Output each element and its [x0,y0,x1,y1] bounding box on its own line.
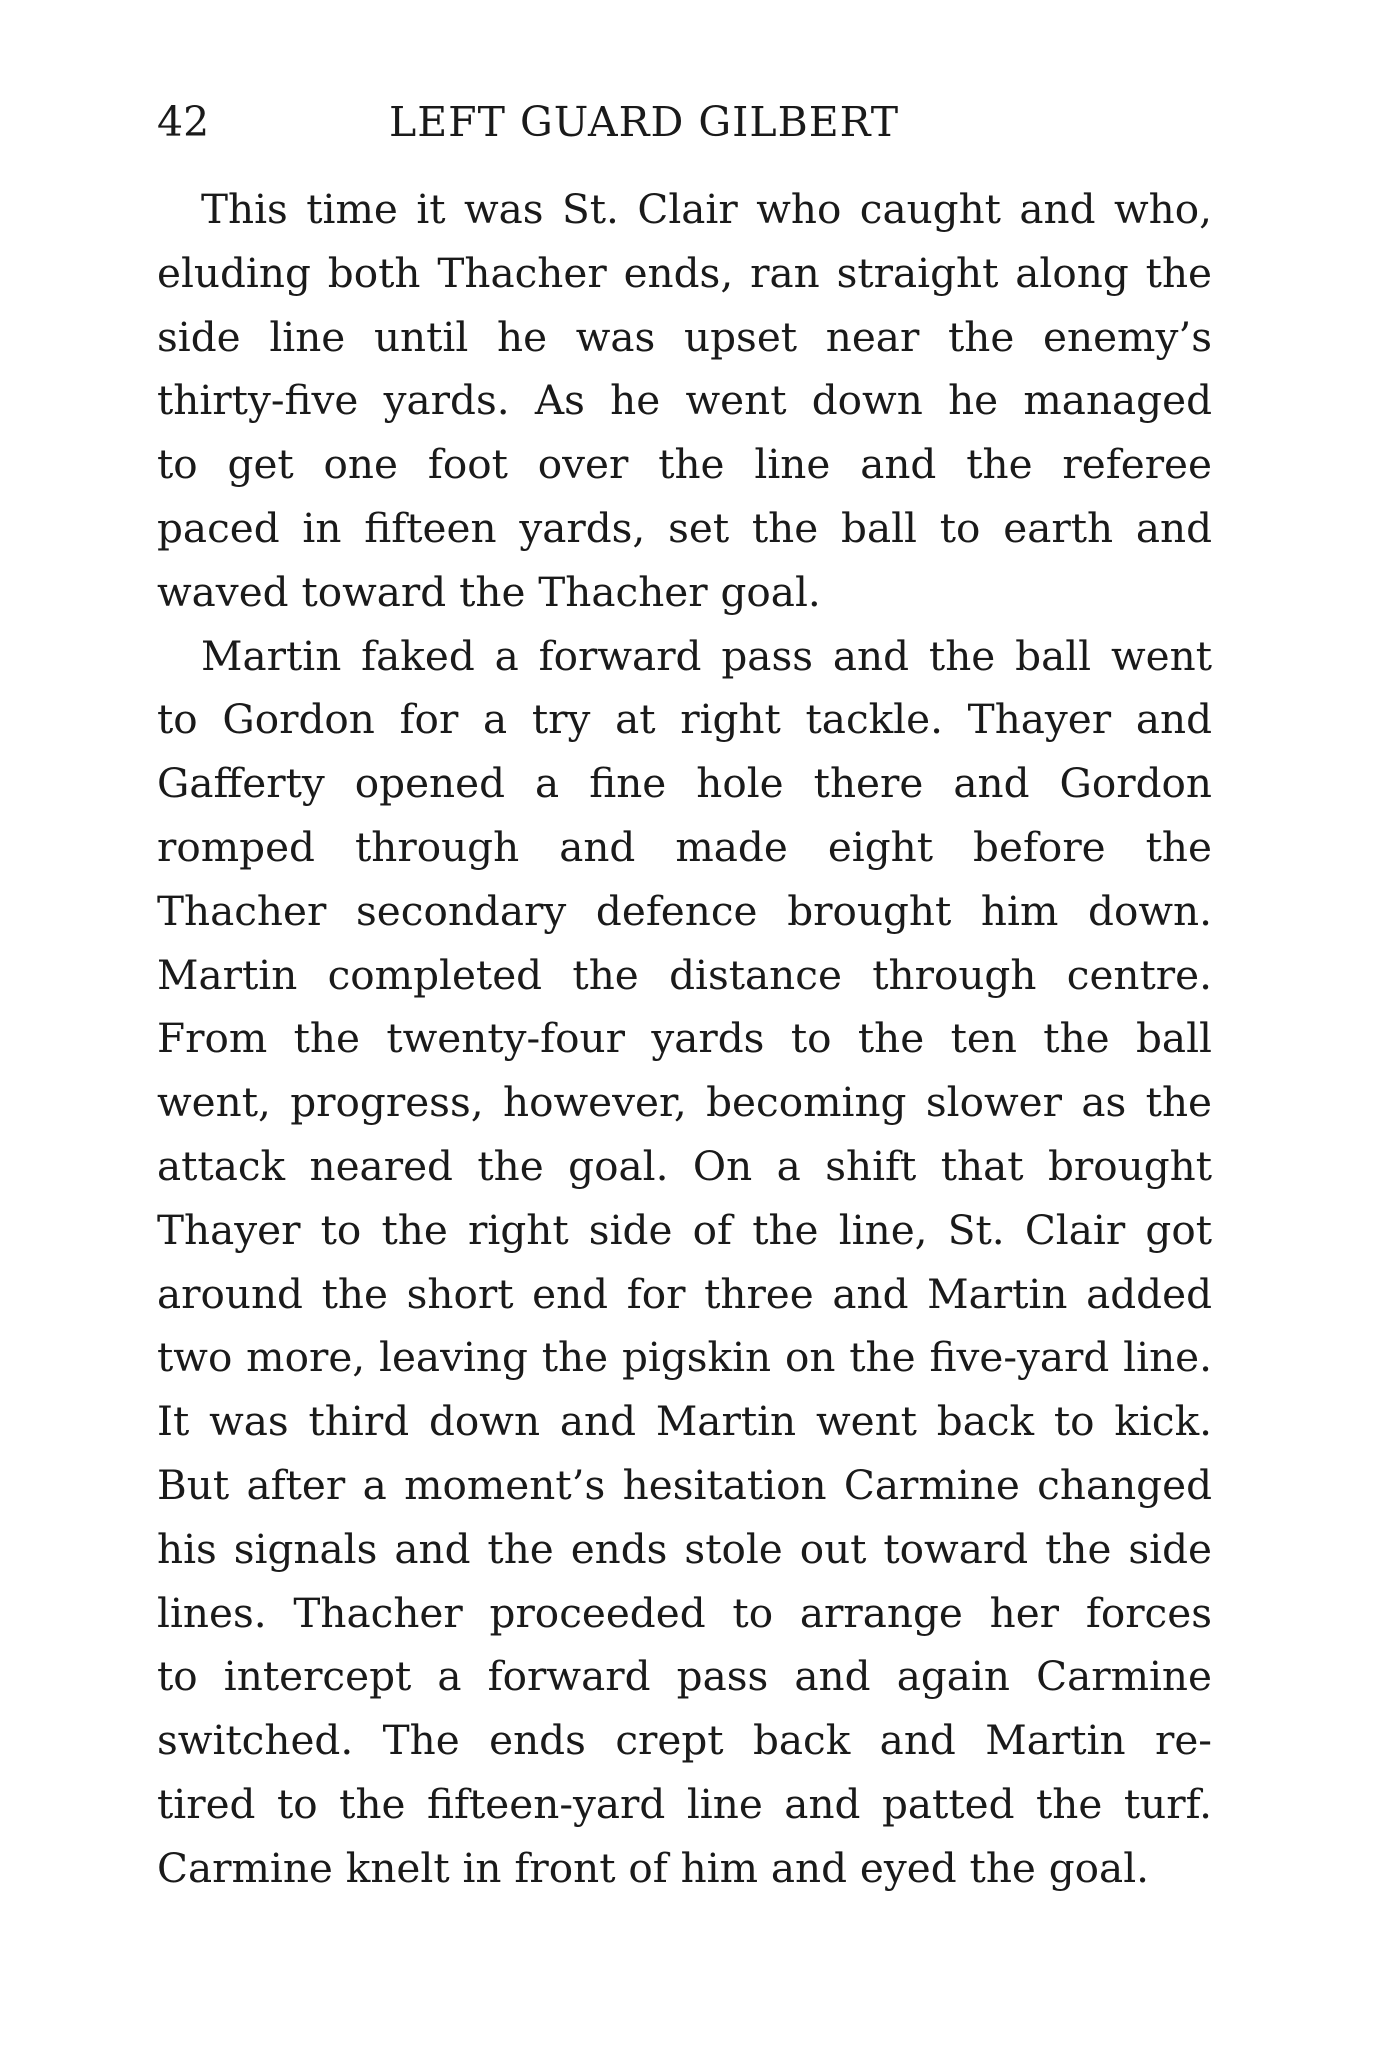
text-line: attack neared the goal. On a shift that brought [157,1141,1212,1190]
text-line: went, progress, however, becoming slower as the [157,1078,1212,1127]
text-line: switched. The ends crept back and Martin re- [157,1716,1212,1765]
text-line: to Gordon for a try at right tackle. Thayer and [157,695,1212,744]
text-line: Thacher secondary defence brought him down. [157,886,1212,935]
page-number: 42 [157,98,210,146]
text-line: Gafferty opened a fine hole there and Gordon [157,759,1212,808]
text-line: Martin faked a forward pass and the ball went [201,631,1212,680]
text-line: Martin completed the distance through centre. [157,950,1212,999]
text-line: paced in fifteen yards, set the ball to earth and [157,503,1212,552]
text-line: two more, leaving the pigskin on the five-yard line. [157,1333,1212,1382]
text-line: It was third down and Martin went back to kick. [157,1397,1212,1446]
text-line: waved toward the Thacher goal. [157,567,821,616]
text-line: eluding both Thacher ends, ran straight along the [157,248,1212,297]
text-line: thirty-five yards. As he went down he managed [157,376,1212,425]
text-line: to intercept a forward pass and again Carmine [157,1652,1212,1701]
text-line: his signals and the ends stole out toward the side [157,1524,1212,1573]
text-line: tired to the fifteen-yard line and patted the turf. [157,1779,1212,1828]
paragraph [157,178,1212,625]
text-line: lines. Thacher proceeded to arrange her forces [157,1588,1212,1637]
page-header [157,92,1217,152]
text-line: romped through and made eight before the [157,822,1212,871]
running-title: LEFT GUARD GILBERT [389,98,900,146]
text-line: to get one foot over the line and the referee [157,440,1212,489]
text-line: side line until he was upset near the enemy’s [157,312,1212,361]
text-line: But after a moment’s hesitation Carmine changed [157,1460,1212,1509]
body-text [157,178,1212,1901]
text-line: This time it was St. Clair who caught and who, [201,185,1212,233]
text-line: From the twenty-four yards to the ten the ball [157,1014,1212,1063]
paragraph [157,625,1212,1901]
text-line: around the short end for three and Martin added [157,1269,1212,1318]
text-line: Thayer to the right side of the line, St. Clair got [157,1205,1212,1254]
text-line: Carmine knelt in front of him and eyed the goal. [157,1843,1150,1892]
